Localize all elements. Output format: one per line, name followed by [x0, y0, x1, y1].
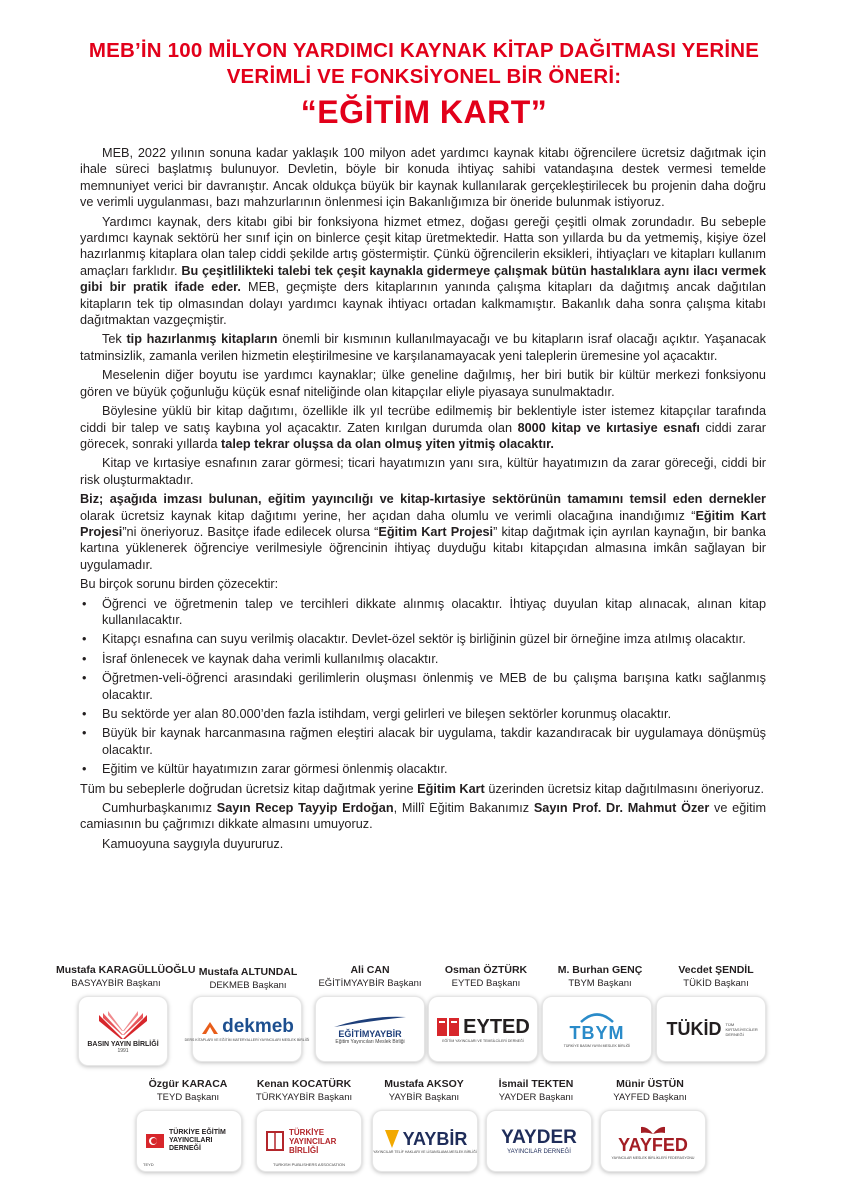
bullet-item: • Eğitim ve kültür hayatımızın zarar görmesi önlenmiş olacaktır.: [80, 761, 766, 777]
signatories: [0, 960, 848, 1200]
signatory-role: TEYD Başkanı: [156, 1092, 220, 1103]
signatory-name: Mustafa ALTUNDAL: [198, 966, 298, 978]
paragraph-3: Tek tip hazırlanmış kitapların önemli bir kısmının kullanılmayacağı ve bu kitapların israf olacağı açıktır. Yaşanacak tatminsizlik, zamanla verilen hizmetin eleştirilmesine ve karşılanamayacak yeni taleplerin üremesine yol açacaktır.: [80, 332, 766, 363]
signatory-name: Özgür KARACA: [148, 1078, 228, 1090]
logo-text: YAYFED: [618, 1134, 688, 1155]
logo-yaybir: [372, 1110, 478, 1172]
logo-sub: TÜRKİYE BASIM YAYIN MESLEK BİRLİĞİ: [563, 1043, 631, 1048]
bullet-item: • Öğrenci ve öğretmenin talep ve tercihleri dikkate alınmış olacaktır. İhtiyaç duyulan kitap alınacak, alınan kitap kullanılacaktır.: [80, 596, 766, 629]
book-wings-icon: [93, 1009, 153, 1041]
signatory-role: YAYBİR Başkanı: [388, 1092, 460, 1103]
eyted-book-icon: [436, 1016, 460, 1038]
logo-text: EYTED: [463, 1015, 530, 1038]
logo-yayfed: [600, 1110, 706, 1172]
paragraph-8: Bu birçok sorunu birden çözecektir:: [80, 577, 279, 592]
letter-body: [80, 145, 766, 855]
logo-sub: DERS KİTAPLARI VE EĞİTİM MATERYALLERİ YAYINCILARI MESLEK BİRLİĞİ: [184, 1038, 310, 1042]
tbym-arc-icon: [577, 1011, 617, 1023]
paragraph-9: Tüm bu sebeplerle doğrudan ücretsiz kitap dağıtmak yerine Eğitim Kart üzerinden ücretsiz kitap dağıtılmasını öneriyoruz.: [80, 781, 765, 796]
bullet-item: • Bu sektörde yer alan 80.000’den fazla istihdam, vergi gelirleri ve bileşen sektörler korunmuş olacaktır.: [80, 706, 766, 722]
signatory-name: M. Burhan GENÇ: [557, 964, 643, 976]
dekmeb-mark-icon: [200, 1018, 220, 1036]
title-line-2: VERİMLİ VE FONKSİYONEL BİR ÖNERİ:: [226, 65, 622, 88]
logo-sub: EĞİTİM YAYINCILARI VE TEMSİLCİLERİ DERNEĞİ: [442, 1038, 524, 1043]
signatory-tukid: [656, 964, 776, 990]
logo-yayder: [486, 1110, 592, 1172]
signatory-egitimyaybir: [310, 964, 430, 990]
logo-text: TÜRKİYE YAYINCILAR BİRLİĞİ: [289, 1127, 337, 1155]
teyd-flag-icon: [145, 1131, 165, 1151]
bullet-item: • Öğretmen-veli-öğrenci arasındaki gerilimlerin oluşması önlenmiş ve MEB de bu çalışma barışına katkı sağlanmış olacaktır.: [80, 670, 766, 703]
signatory-role: TÜRKYAYBİR Başkanı: [255, 1092, 353, 1103]
logo-tukid: [656, 996, 766, 1062]
title-main: “EĞİTİM KART”: [300, 94, 548, 130]
logo-eyted: [428, 996, 538, 1062]
signatory-turkyaybir: [244, 1078, 364, 1104]
signatory-name: Vecdet ŞENDİL: [678, 964, 754, 976]
signatory-name: Münir ÜSTÜN: [616, 1078, 684, 1090]
signatory-teyd: [128, 1078, 248, 1104]
signatory-tbym: [540, 964, 660, 990]
title-block: [40, 38, 808, 132]
paragraph-11: Kamuoyuna saygıyla duyururuz.: [102, 836, 284, 851]
yayfed-book-icon: [640, 1123, 666, 1135]
signatory-role: TBYM Başkanı: [568, 978, 632, 989]
signatory-yayder: [476, 1078, 596, 1104]
logo-text: YAYBİR: [402, 1128, 468, 1149]
logo-text: TÜKİD: [666, 1018, 722, 1039]
paragraph-10: Cumhurbaşkanımız Sayın Recep Tayyip Erdoğan, Millî Eğitim Bakanımız Sayın Prof. Dr. Mahmut Özer ve eğitim camiasının bu çağrımızı dikkate almasını umuyoruz.: [80, 801, 767, 832]
paragraph-5: Böylesine yüklü bir kitap dağıtımı, özellikle ilk yıl tecrübe edilmemiş bir beklentiyle ister istemez kitapçılar tarafında ciddi bir talep ve satış kaybına yol açacaktır. Zaten kırılgan durumda olan 8000 kitap ve kırtasiye esnafı ciddi zarar görecek, sonraki yıllarda talep tekrar oluşsa da olan olmuş yiten yitmiş olacaktır.: [80, 404, 766, 451]
logo-sub: YAYINCILAR TELİF HAKLARI VE LİSANSLAMA MESLEK BİRLİĞİ: [373, 1150, 477, 1154]
logo-text: TBYM: [569, 1022, 625, 1043]
logo-text: dekmeb: [222, 1016, 294, 1037]
signatory-name: İsmail TEKTEN: [498, 1078, 574, 1090]
logo-teyd: [136, 1110, 242, 1172]
signatory-dekmeb: [188, 966, 308, 992]
logo-dekmeb: [184, 996, 310, 1062]
bullet-item: • Büyük bir kaynak harcanmasına rağmen eleştiri alacak bir uygulama, takdir kazandıracak bir uygulamaya dönüşmüş olacaktır.: [80, 725, 766, 758]
paragraph-7: Biz; aşağıda imzası bulunan, eğitim yayıncılığı ve kitap-kırtasiye sektörünün tamamını temsil eden dernekler olarak ücretsiz kaynak kitap dağıtımı yerine, her açıdan daha olumlu ve verimli olacağına inandığımız “Eğitim Kart Projesi”ni öneriyoruz. Basitçe ifade edilecek olursa “Eğitim Kart Projesi” kitap dağıtmak için ayrılan kaynağın, bir banka kartına yüklenerek öğrenciye verilmesiyle öğrencinin ihtiyaç duyduğu kitabı kitapçıdan almasına imkân sağlayan bir uygulamadır.: [80, 492, 766, 572]
signatory-yayfed: [590, 1078, 710, 1104]
signatory-name: Mustafa AKSOY: [384, 1078, 464, 1090]
logo-sub: 1991: [117, 1047, 129, 1054]
logo-basin-yayin-birligi: [78, 996, 168, 1066]
logo-text: YAYDER: [501, 1127, 577, 1148]
logo-text: BASIN YAYIN BİRLİĞİ: [87, 1040, 159, 1048]
signatory-role: EĞİTİMYAYBİR Başkanı: [318, 978, 422, 989]
yaybir-pen-icon: [383, 1128, 401, 1150]
signatory-eyted: [426, 964, 546, 990]
swoosh-icon: [330, 1013, 410, 1029]
signatory-role: YAYFED Başkanı: [613, 1092, 687, 1103]
paragraph-2: Yardımcı kaynak, ders kitabı gibi bir fonksiyona hizmet etmez, doğası gereği çeşitli olmak zorundadır. Bu sebeple yardımcı kaynak sektörü her sınıf için on binlerce çeşit kitap üretmektedir. Hatta son yıllarda bu da yetmemiş, kişiye özel hazırlanmış kitaplara olan talep ciddi şekilde artış göstermiştir. Çünkü öğrencilerin eksikleri, ihtiyaçları ve kitapları kullanım amaçları farklıdır. Bu çeşitlilikteki talebi tek çeşit kaynakla gidermeye çalışmak bütün hastalıklara aynı ilacı vermek gibi bir pratik ifade eder. MEB, geçmişte ders kitaplarının yanında çalışma kitapları da dağıtmış ancak dağıtılan kitapların tek tip olmasından dolayı yardımcı kaynak ihtiyacı ortadan kalkmamıştır. Bakanlık daha sonra çalışma kitabı dağıtmaktan vazgeçmiştir.: [80, 214, 766, 328]
signatory-role: DEKMEB Başkanı: [209, 980, 287, 991]
signatory-name: Kenan KOCATÜRK: [256, 1078, 352, 1090]
logo-sub: YAYINCILAR DERNEĞİ: [507, 1149, 571, 1155]
paragraph-1: MEB, 2022 yılının sonuna kadar yaklaşık 100 milyon adet yardımcı kaynak kitabı öğrencilere ücretsiz dağıtmak için ihale süreci başlatmış bulunuyor. Devletin, böyle bir konuda ihtiyaç sahibi vatandaşına destek vermesi temelde memnuniyet verici bir davranıştır. Ancak oldukça büyük bir kaynak kullanılarak gerçekleştirilecek bu projenin daha doğru ve verimli uygulanması, bazı mahzurlarının önlenmesi için Bakanlığımıza bir öneride bulunmak istiyoruz.: [80, 146, 766, 210]
turkyaybir-book-icon: [265, 1130, 285, 1152]
signatory-name: Ali CAN: [350, 964, 390, 976]
logo-turkyaybir: [256, 1110, 362, 1172]
signatory-role: BASYAYBİR Başkanı: [71, 978, 161, 989]
paragraph-4: Meselenin diğer boyutu ise yardımcı kaynaklar; ülke geneline dağılmış, her biri butik bir kültür merkezi fonksiyonu gören ve büyük çoğunluğu küçük esnaf niteliğinde olan kitapçılar eliyle piyasaya sunulmaktadır.: [80, 368, 766, 399]
signatory-basyaybir: [56, 964, 196, 990]
title-line-1: MEB’İN 100 MİLYON YARDIMCI KAYNAK KİTAP DAĞITMASI YERİNE: [88, 39, 760, 62]
logo-text: EĞİTİMYAYBİR: [338, 1029, 402, 1039]
signatory-name: Osman ÖZTÜRK: [444, 964, 528, 976]
logo-sub: TURKISH PUBLISHERS ASSOCIATION: [273, 1162, 345, 1167]
signatory-name: Mustafa KARAGÜLLÜOĞLU: [56, 964, 196, 976]
logo-tbym: [542, 996, 652, 1062]
logo-text: TÜRKİYE EĞİTİM YAYINCILARI DERNEĞİ: [169, 1129, 226, 1152]
paragraph-6: Kitap ve kırtasiye esnafının zarar görmesi; ticari hayatımızın yanı sıra, kültür hayatımızın da zarar göreceği, ciddi bir risk oluşturmaktadır.: [80, 456, 766, 487]
bullet-item: • Kitapçı esnafına can suyu verilmiş olacaktır. Devlet-özel sektör iş birliğinin güzel bir örneğine imza atılmış olacaktır.: [80, 631, 766, 647]
logo-sub: YAYINCILAR MESLEK BİRLİKLERİ FEDERASYONU: [611, 1155, 695, 1160]
signatory-role: YAYDER Başkanı: [498, 1092, 574, 1103]
bullet-item: • İsraf önlenecek ve kaynak daha verimli kullanılmış olacaktır.: [80, 651, 766, 667]
signatory-role: TÜKİD Başkanı: [683, 978, 749, 989]
signatory-yaybir: [364, 1078, 484, 1104]
logo-sub: Eğitim Yayıncıları Meslek Birliği: [335, 1039, 405, 1045]
logo-sub: TEYD: [143, 1162, 154, 1167]
signatory-role: EYTED Başkanı: [451, 978, 521, 989]
logo-sub: TÜM KIRTASİYECİLER DERNEĞİ: [725, 1021, 758, 1037]
logo-egitimyaybir: [315, 996, 425, 1062]
